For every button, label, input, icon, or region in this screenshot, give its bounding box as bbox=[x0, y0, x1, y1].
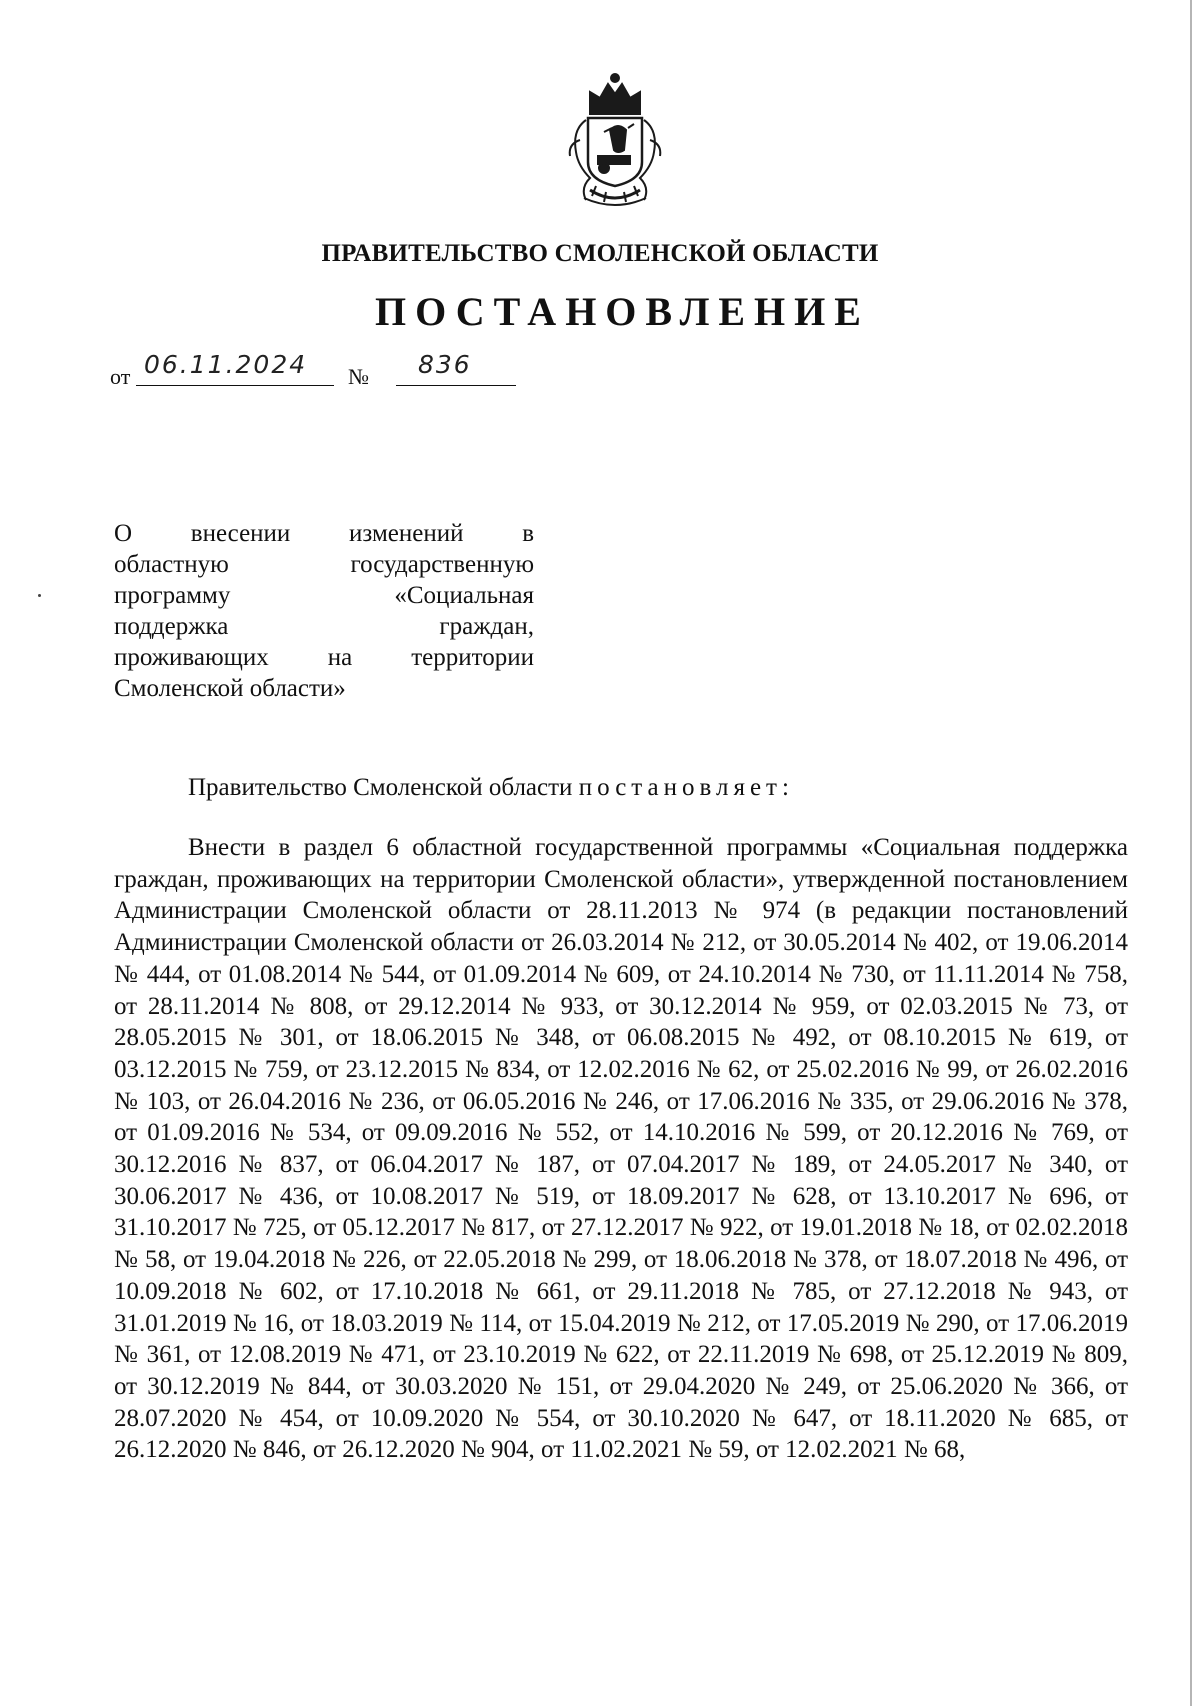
preamble-verb: постановляет: bbox=[578, 774, 794, 801]
subject-line: проживающих на территории bbox=[114, 644, 534, 671]
subject-line: программу «Социальная bbox=[114, 582, 534, 609]
subject-line: поддержка граждан, bbox=[114, 613, 534, 640]
subject-line: Смоленской области» bbox=[114, 675, 346, 702]
number-field: 836 bbox=[396, 350, 516, 386]
organization-title: ПРАВИТЕЛЬСТВО СМОЛЕНСКОЙ ОБЛАСТИ bbox=[321, 240, 879, 267]
date-field: 06.11.2024 bbox=[136, 350, 334, 386]
body-paragraph: Внести в раздел 6 областной государственной программы «Социальная поддержка граждан, проживающих на территории Смоленской области», утвержденной постановлением Администрации Смоленской области от 28.11.2013 № 974 (в редакции постановлений Администрации Смоленской области от 26.03.2014 № 212, от 30.05.2014 № 402, от 19.06.2014 № 444, от 01.08.2014 № 544, от 01.09.2014 № 609, от 24.10.2014 № 730, от 11.11.2014 № 758, от 28.11.2014 № 808, от 29.12.2014 № 933, от 30.12.2014 № 959, от 02.03.2015 № 73, от 28.05.2015 № 301, от 18.06.2015 № 348, от 06.08.2015 № 492, от 08.10.2015 № 619, от 03.12.2015 № 759, от 23.12.2015 № 834, от 12.02.2016 № 62, от 25.02.2016 № 99, от 26.02.2016 № 103, от 26.04.2016 № 236, от 06.05.2016 № 246, от 17.06.2016 № 335, от 29.06.2016 № 378, от 01.09.2016 № 534, от 09.09.2016 № 552, от 14.10.2016 № 599, от 20.12.2016 № 769, от 30.12.2016 № 837, от 06.04.2017 № 187, от 07.04.2017 № 189, от 24.05.2017 № 340, от 30.06.2017 № 436, от 10.08.2017 № 519, от 18.09.2017 № 628, от 13.10.2017 № 696, от 31.10.2017 № 725, от 05.12.2017 № 817, от 27.12.2017 № 922, от 19.01.2018 № 18, от 02.02.2018 № 58, от 19.04.2018 № 226, от 22.05.2018 № 299, от 18.06.2018 № 378, от 18.07.2018 № 496, от 10.09.2018 № 602, от 17.10.2018 № 661, от 29.11.2018 № 785, от 27.12.2018 № 943, от 31.01.2019 № 16, от 18.03.2019 № 114, от 15.04.2019 № 212, от 17.05.2019 № 290, от 17.06.2019 № 361, от 12.08.2019 № 471, от 23.10.2019 № 622, от 22.11.2019 № 698, от 25.12.2019 № 809, от 30.12.2019 № 844, от 30.03.2020 № 151, от 29.04.2020 № 249, от 25.06.2020 № 366, от 28.07.2020 № 454, от 10.09.2020 № 554, от 30.10.2020 № 647, от 18.11.2020 № 685, от 26.12.2020 № 846, от 26.12.2020 № 904, от 11.02.2021 № 59, от 12.02.2021 № 68, bbox=[114, 834, 1128, 1464]
preamble bbox=[188, 774, 794, 802]
coat-of-arms-icon bbox=[560, 70, 670, 210]
document-subject bbox=[114, 518, 534, 704]
preamble-text: Правительство Смоленской области bbox=[188, 774, 573, 801]
scan-speck bbox=[38, 594, 41, 597]
number-label: № bbox=[348, 364, 369, 389]
document-type-title: ПОСТАНОВЛЕНИЕ bbox=[375, 289, 870, 334]
subject-line: областную государственную bbox=[114, 551, 534, 578]
date-number-line bbox=[110, 350, 550, 390]
date-from-label: от bbox=[110, 364, 131, 389]
subject-line: О внесении изменений в bbox=[114, 520, 534, 547]
